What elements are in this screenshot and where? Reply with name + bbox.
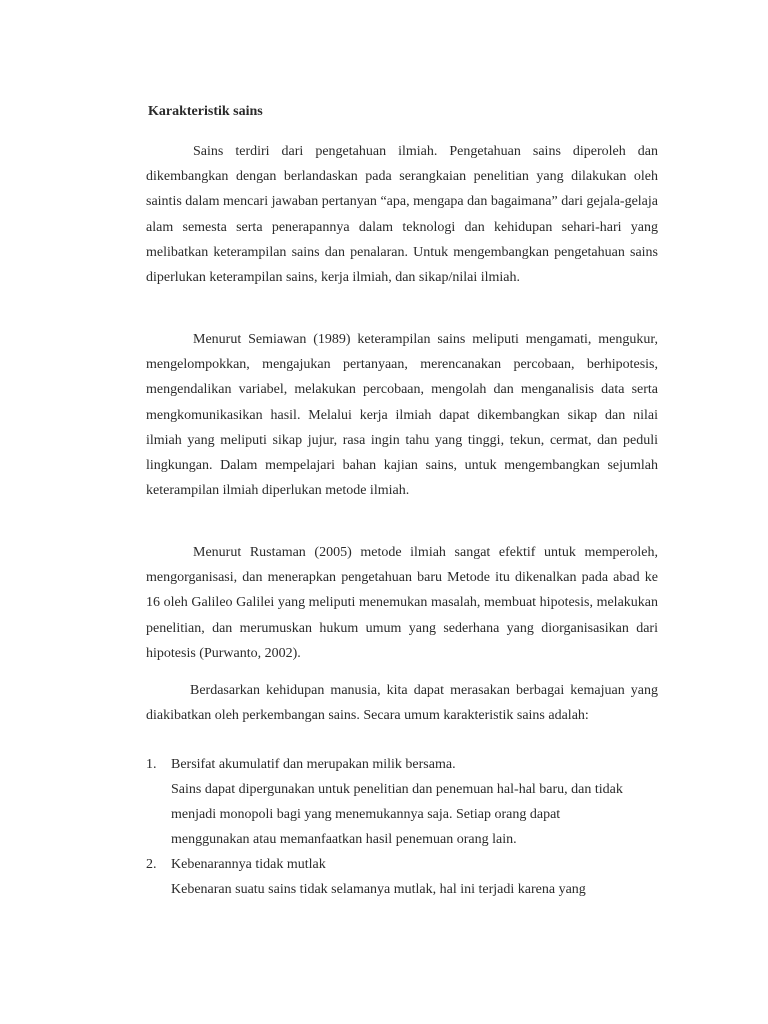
list-item-body: Kebenaran suatu sains tidak selamanya mutlak, hal ini terjadi karena yang [171,882,586,897]
list-item-body: Sains dapat dipergunakan untuk penelitian dan penemuan hal-hal baru, dan tidak menjadi monopoli bagi yang menemukannya saja. Setiap orang dapat menggunakan atau memanfaatkan hasil penemuan orang lain. [171,782,623,848]
paragraph-1: Sains terdiri dari pengetahuan ilmiah. Pengetahuan sains diperoleh dan dikembangkan dengan berlandaskan pada serangkaian penelitian yang dilakukan oleh saintis dalam mencari jawaban pertanyan “apa, mengapa dan bagaimana” dari gejala-gelaja alam semesta serta penerapannya dalam teknologi dan kehidupan sehari-hari yang melibatkan keterampilan sains dan penalaran. Untuk mengembangkan pengetahuan sains diperlukan keterampilan sains, kerja ilmiah, dan sikap/nilai ilmiah. [146,144,658,286]
list-item-heading: Kebenarannya tidak mutlak [171,857,326,872]
document-title: Karakteristik sains [148,104,263,119]
paragraph-4: Berdasarkan kehidupan manusia, kita dapat merasakan berbagai kemajuan yang diakibatkan oleh perkembangan sains. Secara umum karakteristik sains adalah: [146,683,658,724]
list-item-number: 2. [146,857,157,872]
paragraph-3: Menurut Rustaman (2005) metode ilmiah sangat efektif untuk memperoleh, mengorganisasi, dan menerapkan pengetahuan baru Metode itu dikenalkan pada abad ke 16 oleh Galileo Galilei yang meliputi menemukan masalah, membuat hipotesis, melakukan penelitian, dan merumuskan hukum umum yang sederhana yang diorganisasikan dari hipotesis (Purwanto, 2002). [146,545,658,661]
list-item-number: 1. [146,757,157,772]
paragraph-2: Menurut Semiawan (1989) keterampilan sains meliputi mengamati, mengukur, mengelompokkan, mengajukan pertanyaan, merencanakan percobaan, berhipotesis, mengendalikan variabel, melakukan percobaan, mengolah dan menganalisis data serta mengkomunikasikan hasil. Melalui kerja ilmiah dapat dikembangkan sikap dan nilai ilmiah yang meliputi sikap jujur, rasa ingin tahu yang tinggi, tekun, cermat, dan peduli lingkungan. Dalam mempelajari bahan kajian sains, untuk mengembangkan sejumlah keterampilan ilmiah diperlukan metode ilmiah. [146,332,658,499]
list-item-heading: Bersifat akumulatif dan merupakan milik bersama. [171,757,456,772]
